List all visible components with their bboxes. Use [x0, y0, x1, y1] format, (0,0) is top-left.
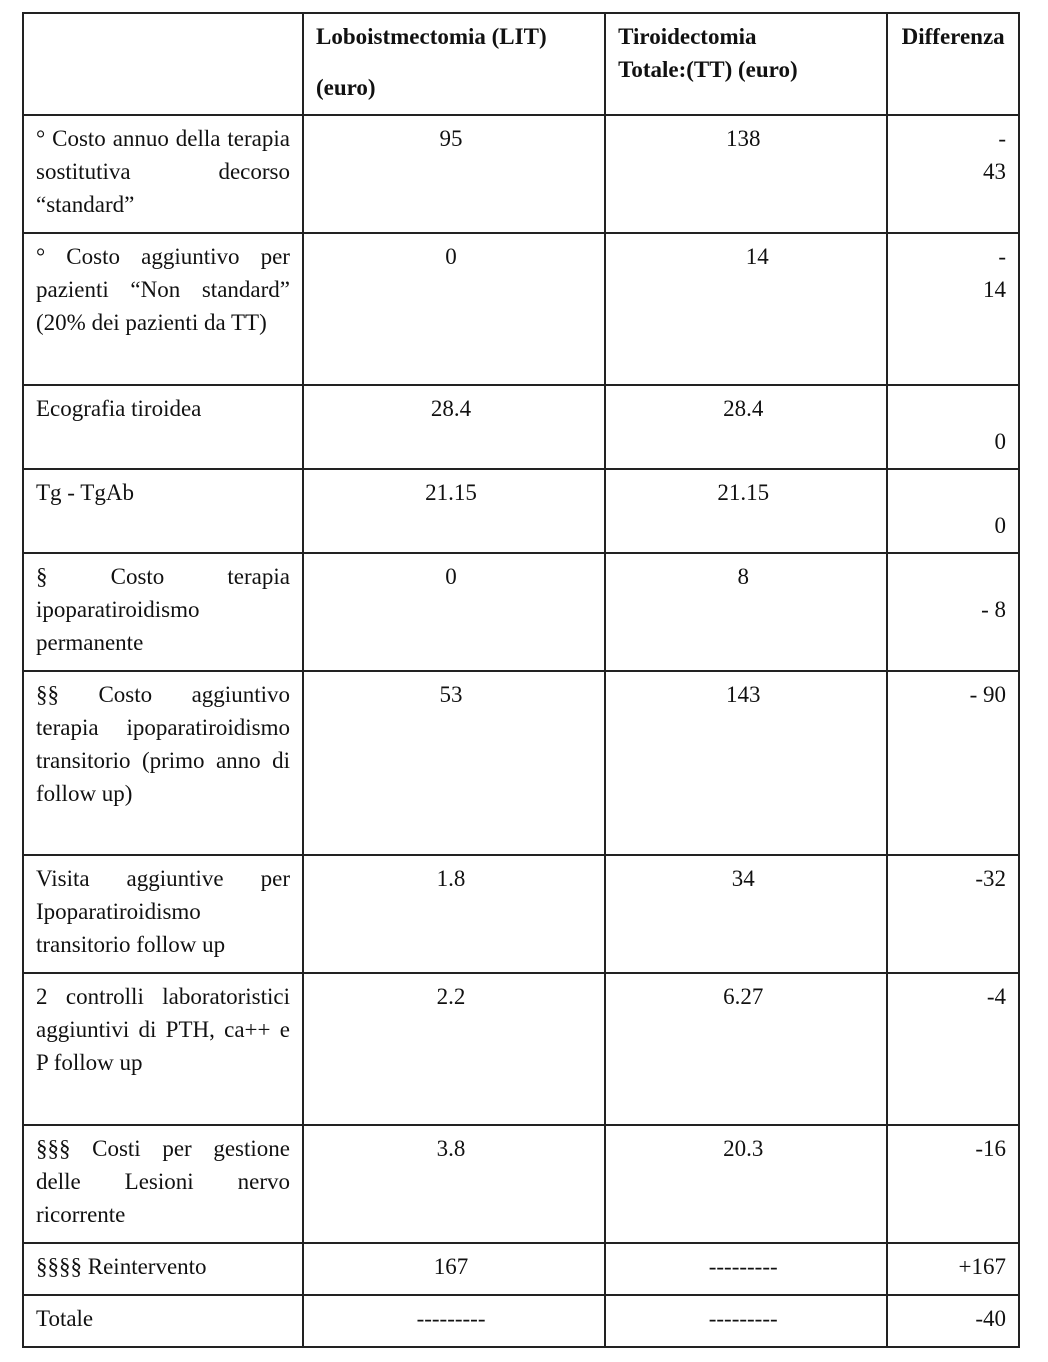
row-label: §§§§ Reintervento — [23, 1243, 303, 1295]
difference-value — [887, 1295, 1019, 1347]
table-row — [23, 855, 1019, 973]
lit-value: 1.8 — [303, 855, 605, 973]
tt-value: 34 — [605, 855, 887, 973]
difference-amount: 0 — [994, 513, 1006, 538]
lit-value: 3.8 — [303, 1125, 605, 1243]
header-tt-unit: Totale:(TT) (euro) — [618, 57, 798, 82]
table-row — [23, 115, 1019, 233]
tt-value: 21.15 — [605, 469, 887, 553]
table-row — [23, 233, 1019, 385]
lit-value: 2.2 — [303, 973, 605, 1125]
difference-value — [887, 1243, 1019, 1295]
lit-value: 95 — [303, 115, 605, 233]
difference-sign — [900, 392, 1006, 425]
row-label: ° Costo annuo della terapia sostitutiva decorso “standard” — [23, 115, 303, 233]
difference-amount: -4 — [986, 984, 1006, 1009]
difference-sign: - — [998, 244, 1006, 269]
table-row — [23, 1125, 1019, 1243]
row-label: §§ Costo aggiuntivo terapia ipoparatiroidismo transitorio (primo anno di follow up) — [23, 671, 303, 855]
row-label: Tg - TgAb — [23, 469, 303, 553]
lit-value: 0 — [303, 233, 605, 385]
row-label: Ecografia tiroidea — [23, 385, 303, 469]
difference-value — [887, 671, 1019, 855]
difference-amount: -16 — [975, 1136, 1006, 1161]
tt-value: 6.27 — [605, 973, 887, 1125]
header-lit — [303, 13, 605, 115]
lit-value: 28.4 — [303, 385, 605, 469]
difference-sign — [900, 560, 1006, 593]
table-row — [23, 671, 1019, 855]
header-row — [23, 13, 1019, 115]
tt-value: 14 — [605, 233, 887, 385]
table-row-total — [23, 1295, 1019, 1347]
lit-value: 21.15 — [303, 469, 605, 553]
difference-amount: 43 — [983, 159, 1006, 184]
tt-value: --------- — [605, 1295, 887, 1347]
difference-amount: -32 — [975, 866, 1006, 891]
row-label: Totale — [23, 1295, 303, 1347]
lit-value: 53 — [303, 671, 605, 855]
difference-sign — [900, 476, 1006, 509]
tt-value: 8 — [605, 553, 887, 671]
header-empty — [23, 13, 303, 115]
tt-value: 143 — [605, 671, 887, 855]
difference-amount: 0 — [994, 429, 1006, 454]
table-row — [23, 385, 1019, 469]
tt-value: --------- — [605, 1243, 887, 1295]
header-tt-title: Tiroidectomia — [618, 24, 757, 49]
difference-value — [887, 973, 1019, 1125]
table-row — [23, 553, 1019, 671]
difference-amount: -40 — [975, 1306, 1006, 1331]
row-label: §§§ Costi per gestione delle Lesioni nervo ricorrente — [23, 1125, 303, 1243]
difference-sign: - — [998, 126, 1006, 151]
row-label: ° Costo aggiuntivo per pazienti “Non standard” (20% dei pazienti da TT) — [23, 233, 303, 385]
difference-value — [887, 233, 1019, 385]
row-label: § Costo terapia ipoparatiroidismo permanente — [23, 553, 303, 671]
difference-value — [887, 115, 1019, 233]
difference-value — [887, 385, 1019, 469]
header-difference: Differenza — [887, 13, 1019, 115]
table-row — [23, 1243, 1019, 1295]
difference-value — [887, 469, 1019, 553]
lit-value: --------- — [303, 1295, 605, 1347]
table-row — [23, 973, 1019, 1125]
difference-value — [887, 855, 1019, 973]
header-lit-unit: (euro) — [315, 75, 376, 100]
tt-value: 138 — [605, 115, 887, 233]
difference-amount: - 8 — [981, 597, 1006, 622]
difference-value — [887, 1125, 1019, 1243]
tt-value: 28.4 — [605, 385, 887, 469]
lit-value: 167 — [303, 1243, 605, 1295]
difference-amount: +167 — [958, 1254, 1006, 1279]
row-label: 2 controlli laboratoristici aggiuntivi di PTH, ca++ e P follow up — [23, 973, 303, 1125]
header-lit-title: Loboistmectomia (LIT) — [315, 24, 547, 49]
row-label: Visita aggiuntive per Ipoparatiroidismo transitorio follow up — [23, 855, 303, 973]
tt-value: 20.3 — [605, 1125, 887, 1243]
difference-amount: - 90 — [969, 682, 1006, 707]
difference-value — [887, 553, 1019, 671]
lit-value: 0 — [303, 553, 605, 671]
cost-comparison-table — [22, 12, 1020, 1348]
table-row — [23, 469, 1019, 553]
header-tt — [605, 13, 887, 115]
difference-amount: 14 — [983, 277, 1006, 302]
